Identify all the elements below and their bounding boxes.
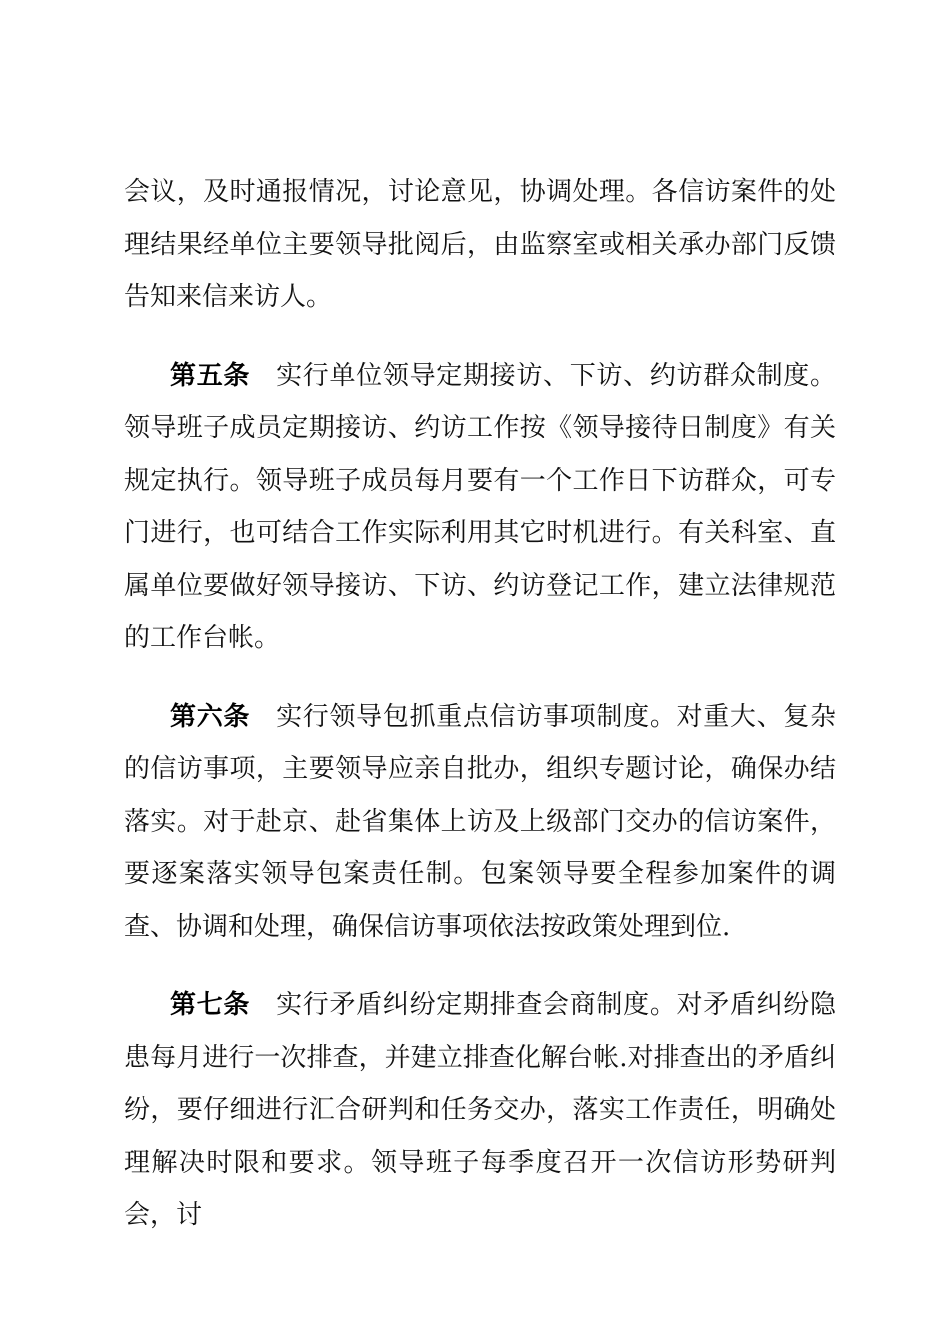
article-7: [124, 979, 836, 1242]
article-6: [124, 691, 836, 954]
paragraph-text: 实行矛盾纠纷定期排查会商制度。对矛盾纠纷隐患每月进行一次排查，并建立排查化解台帐.对排查出的矛盾纠纷，要仔细进行汇合研判和任务交办，落实工作责任，明确处理解决时限和要求。领导班子每季度召开一次信访形势研判会，讨: [124, 990, 836, 1230]
article-title: 第七条: [170, 990, 251, 1020]
article-title: 第五条: [170, 360, 251, 391]
paragraph-text: 实行单位领导定期接访、下访、约访群众制度。领导班子成员定期接访、约访工作按《领导接待日制度》有关规定执行。领导班子成员每月要有一个工作日下访群众，可专门进行，也可结合工作实际利用其它时机进行。有关科室、直属单位要做好领导接访、下访、约访登记工作，建立法律规范的工作台帐。: [124, 360, 836, 653]
paragraph-text: 实行领导包抓重点信访事项制度。对重大、复杂的信访事项，主要领导应亲自批办，组织专题讨论，确保办结落实。对于赴京、赴省集体上访及上级部门交办的信访案件，要逐案落实领导包案责任制。包案领导要全程参加案件的调查、协调和处理，确保信访事项依法按政策处理到位.: [124, 701, 836, 942]
paragraph-text: 会议，及时通报情况，讨论意见，协调处理。各信访案件的处理结果经单位主要领导批阅后，由监察室或相关承办部门反馈告知来信来访人。: [124, 177, 836, 312]
paragraph-continuation: [124, 166, 836, 324]
article-title: 第六条: [170, 701, 251, 732]
document-body: [124, 166, 836, 1242]
article-5: [124, 350, 836, 665]
